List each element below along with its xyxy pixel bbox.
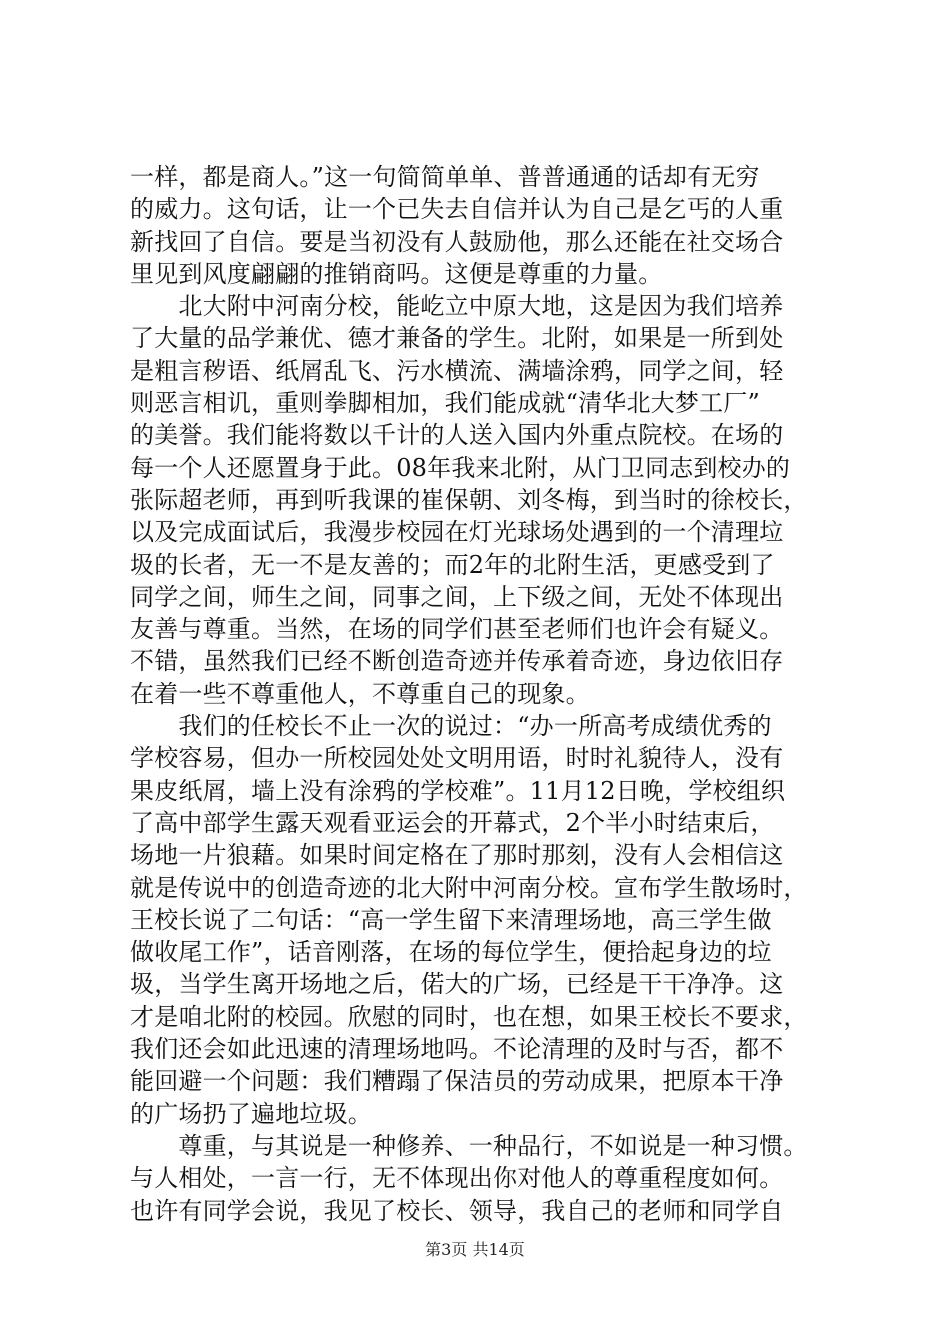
text-line: 里见到风度翩翩的推销商吗。这便是尊重的力量。 [130,259,663,288]
text-line: 尊重，与其说是一种修养、一种品行，不如说是一种习惯。 [130,1131,808,1160]
text-line: 我们的任校长不止一次的说过：“办一所高考成绩优秀的 [130,712,772,741]
text-line: 北大附中河南分校，能屹立中原大地，这是因为我们培养 [130,292,784,321]
text-line: 圾，当学生离开场地之后，偌大的广场，已经是干干净净。这 [130,970,784,999]
text-line: 每一个人还愿置身于此。08年我来北附，从门卫同志到校办的 [130,453,791,482]
text-line: 圾的长者，无一不是友善的；而2年的北附生活，更感受到了 [130,550,775,579]
text-line: 就是传说中的创造奇迹的北大附中河南分校。宣布学生散场时， [130,873,808,902]
text-line: 才是咱北附的校园。欣慰的同时，也在想，如果王校长不要求， [130,1002,808,1031]
text-line: 与人相处，一言一行，无不体现出你对他人的尊重程度如何。 [130,1164,784,1193]
text-line: 新找回了自信。要是当初没有人鼓励他，那么还能在社交场合 [130,227,784,256]
text-line: 了大量的品学兼优、德才兼备的学生。北附，如果是一所到处 [130,324,784,353]
text-line: 了高中部学生露天观看亚运会的开幕式，2个半小时结束后， [130,808,775,837]
text-line: 果皮纸屑，墙上没有涂鸦的学校难”。11月12日晚，学校组织 [130,776,786,805]
text-line: 张际超老师，再到听我课的崔保朝、刘冬梅，到当时的徐校长， [130,485,808,514]
text-line: 是粗言秽语、纸屑乱飞、污水横流、满墙涂鸦，同学之间，轻 [130,356,784,385]
text-line: 不错，虽然我们已经不断创造奇迹并传承着奇迹，身边依旧存 [130,647,784,676]
text-line: 也许有同学会说，我见了校长、领导，我自己的老师和同学自 [130,1196,784,1225]
text-line: 则恶言相讥，重则拳脚相加，我们能成就“清华北大梦工厂” [130,389,760,418]
text-line: 学校容易，但办一所校园处处文明用语，时时礼貌待人，没有 [130,744,784,773]
text-line: 在着一些不尊重他人，不尊重自己的现象。 [130,679,590,708]
text-line: 的美誉。我们能将数以千计的人送入国内外重点院校。在场的 [130,421,784,450]
text-line: 一样，都是商人。”这一句简简单单、普普通通的话却有无穷 [130,163,760,191]
text-line: 王校长说了二句话：“高一学生留下来清理场地，高三学生做 [130,905,772,934]
text-line: 同学之间，师生之间，同事之间，上下级之间，无处不体现出 [130,582,784,611]
body-text [130,161,830,1227]
text-line: 我们还会如此迅速的清理场地吗。不论清理的及时与否，都不 [130,1035,784,1064]
text-line: 能回避一个问题：我们糟蹋了保洁员的劳动成果，把原本干净 [130,1067,784,1096]
text-line: 友善与尊重。当然，在场的同学们甚至老师们也许会有疑义。 [130,615,784,644]
text-line: 场地一片狼藉。如果时间定格在了那时那刻，没有人会相信这 [130,841,784,870]
text-line: 的威力。这句话，让一个已失去自信并认为自己是乞丐的人重 [130,195,784,224]
page-number-footer: 第3页 共14页 [425,1240,525,1259]
text-line: 以及完成面试后，我漫步校园在灯光球场处遇到的一个清理垃 [130,518,784,547]
text-line: 做收尾工作”，话音刚落，在场的每位学生，便拾起身边的垃 [130,938,772,967]
text-line: 的广场扔了遍地垃圾。 [130,1099,372,1128]
